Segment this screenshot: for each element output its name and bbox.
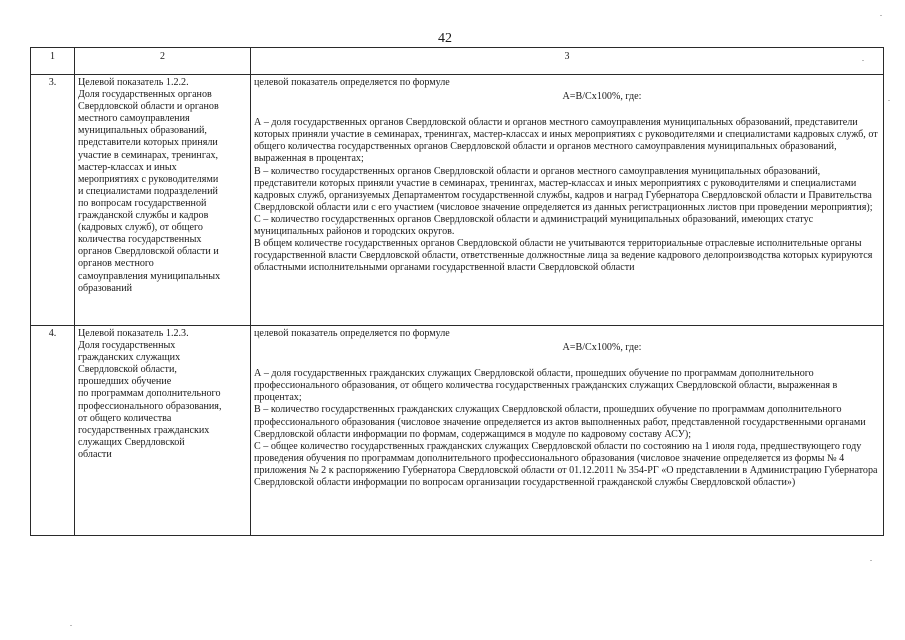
label-line: гражданских служащих	[78, 352, 181, 364]
label-line: служащих Свердловской	[78, 436, 185, 448]
definition-paragraph: С – общее количество государственных гражданских служащих Свердловской области по состоянию на 1 июля года, предшествующего году проведения обучения по программам дополнительного профессионального образования (числовое значение определяется из формы № 4 приложения № 2 к распоряжению Губернатора Свердловской области от 01.12.2011 № 354-РГ «О представлении в Администрацию Губернатора Свердловской области информации по вопросам организации государственной гражданской службы Свердловской области»)	[254, 440, 878, 489]
formula: А=В/Сх100%, где:	[562, 342, 642, 354]
label-line: по вопросам государственной	[78, 197, 207, 209]
label-line: представители которых приняли	[78, 137, 218, 149]
row-number: 4.	[31, 326, 75, 536]
definition-paragraph: А – доля государственных органов Свердловской области и органов местного самоуправления муниципальных образований, представители которых приняли участие в семинарах, тренингах, мастер-классах и иных мероприятиях с руководителями и специалистами кадровых служб, от общего количества государственных органов Свердловской области и органов местного самоуправления муниципальных образований, выраженная в процентах;	[254, 117, 878, 165]
scan-speck	[888, 100, 890, 101]
formula-intro: целевой показатель определяется по формуле	[254, 328, 450, 339]
label-line: мастер-классах и иных	[78, 161, 177, 173]
label-line: образований	[78, 282, 133, 294]
label-line: муниципальных образований,	[78, 125, 207, 137]
label-line: профессионального образования,	[78, 400, 222, 412]
formula-description	[251, 75, 884, 326]
indicator-label	[75, 326, 251, 536]
header-cell-1: 1	[31, 48, 75, 75]
label-line: (кадровых служб), от общего	[78, 222, 203, 234]
label-line: органов местного	[78, 258, 154, 270]
label-line: органов Свердловской области и	[78, 246, 219, 258]
label-line: самоуправления муниципальных	[78, 270, 221, 282]
label-line: области	[78, 448, 112, 460]
page-number: 42	[438, 31, 452, 46]
label-line: мероприятиях с руководителями	[78, 173, 219, 185]
label-line: от общего количества	[78, 412, 172, 424]
scan-speck	[870, 560, 872, 561]
indicator-table	[30, 47, 884, 536]
label-line: участие в семинарах, тренингах,	[78, 149, 219, 161]
label-line: количества государственных	[78, 234, 202, 246]
indicator-label	[75, 75, 251, 326]
definition-paragraph: В – количество государственных гражданских служащих Свердловской области, прошедших обучение по программам дополнительного профессионального образования (числовое значение определяется из актов выполненных работ, представленной государственными органами Свердловской области информации по формам, содержащимся в модуле по кадровому составу АСУ);	[254, 404, 866, 440]
label-line: Свердловской области и органов	[78, 101, 219, 113]
formula-description	[251, 326, 884, 536]
label-line: по программам дополнительного	[78, 388, 221, 400]
table-row	[31, 326, 884, 536]
label-line: прошедших обучение	[78, 376, 172, 388]
header-cell-3: 3	[251, 48, 884, 75]
label-line: Доля государственных	[78, 340, 176, 352]
scan-speck	[862, 60, 864, 61]
definition-paragraph: С – количество государственных органов Свердловской области и администраций муниципальных образований, имеющих статус муниципальных районов и городских округов.	[254, 213, 814, 238]
label-line: гражданской службы и кадров	[78, 210, 209, 222]
label-line: Свердловской области,	[78, 364, 177, 376]
definition-paragraph: В – количество государственных органов Свердловской области и органов местного самоуправления муниципальных образований, представители которых приняли участие в семинарах, тренингах, мастер-классах и иных мероприятиях с руководителями и специалистами кадровых служб, организуемых Департаментом государственной службы, кадров и наград Губернатора Свердловской области и Правительства Свердловской области или с его участием (числовое значение определяется из данных регистрационных листов при проведении мероприятия);	[254, 165, 873, 213]
header-cell-2: 2	[75, 48, 251, 75]
label-line: и специалистами подразделений	[78, 185, 218, 197]
label-line: Доля государственных органов	[78, 89, 212, 101]
scan-speck	[70, 625, 72, 626]
scan-speck	[880, 15, 882, 16]
row-number: 3.	[31, 75, 75, 326]
table-row	[31, 75, 884, 326]
label-line: государственных гражданских	[78, 424, 210, 436]
definition-paragraph: А – доля государственных гражданских служащих Свердловской области, прошедших обучение по программам дополнительного профессионального образования, от общего количества государственных гражданских служащих Свердловской области, выраженная в процентах;	[254, 368, 838, 404]
label-line: местного самоуправления	[78, 113, 190, 125]
label-line: Целевой показатель 1.2.3.	[78, 328, 189, 339]
formula: А=В/Сх100%, где:	[562, 91, 642, 103]
definition-paragraph: В общем количестве государственных органов Свердловской области не учитываются территориальные отраслевые исполнительные органы государственной власти Свердловской области, ответственные должностные лица за ведение кадрового делопроизводства которых курируются областными исполнительными органами государственной власти Свердловской области	[254, 238, 873, 274]
label-line: Целевой показатель 1.2.2.	[78, 77, 189, 88]
table-header-row	[31, 48, 884, 75]
formula-intro: целевой показатель определяется по формуле	[254, 77, 450, 88]
